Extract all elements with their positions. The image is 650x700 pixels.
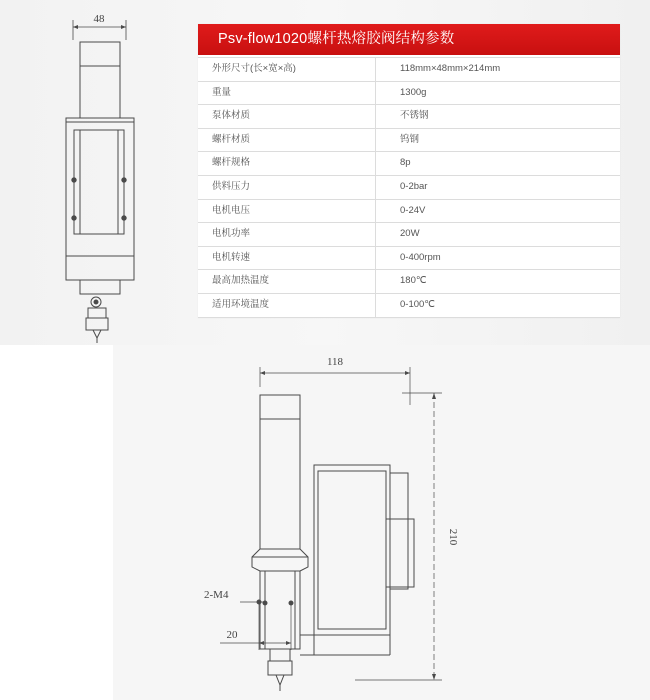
spec-row [198,247,620,271]
spec-value: 0-400rpm [400,251,441,263]
side-view-drawing [180,345,480,700]
spec-row [198,270,620,294]
hole-spacing-dim: 20 [226,629,238,641]
spec-value: 钨钢 [400,133,420,145]
front-width-dim: 48 [93,13,105,25]
side-height-dim: 210 [447,528,459,546]
hole-label: 2-M4 [204,589,229,601]
spec-value: 8p [400,157,411,169]
spec-name: 电机功率 [198,223,376,246]
side-width-dim: 118 [326,356,344,368]
spec-name: 重量 [198,82,376,105]
spec-row [198,57,620,82]
spec-value: 118mm×48mm×214mm [400,63,501,74]
spec-name: 电机转速 [198,247,376,270]
spec-value: 180℃ [400,275,427,287]
spec-name: 螺杆规格 [198,152,376,175]
spec-name: 螺杆材质 [198,129,376,152]
spec-row [198,200,620,224]
spec-name: 泵体材质 [198,105,376,128]
spec-row [198,294,620,318]
spec-table [198,24,620,318]
spec-name: 最高加热温度 [198,270,376,293]
spec-row [198,105,620,129]
spec-value: 20W [400,228,420,240]
spec-value: 不锈钢 [400,110,429,122]
spec-row [198,129,620,153]
front-view-drawing [0,0,190,345]
spec-value: 0-24V [400,204,426,216]
spec-name: 适用环境温度 [198,294,376,317]
spec-value: 0-100℃ [400,298,435,310]
spec-table-body [198,57,620,318]
spec-row [198,223,620,247]
spec-row [198,82,620,106]
spec-table-title: Psv-flow1020螺杆热熔胶阀结构参数 [198,24,620,55]
spec-name: 供料压力 [198,176,376,199]
spec-value: 1300g [400,86,427,98]
spec-value: 0-2bar [400,180,428,192]
spec-name: 电机电压 [198,200,376,223]
spec-row [198,176,620,200]
spec-row [198,152,620,176]
spec-name: 外形尺寸(长×宽×高) [198,58,376,81]
